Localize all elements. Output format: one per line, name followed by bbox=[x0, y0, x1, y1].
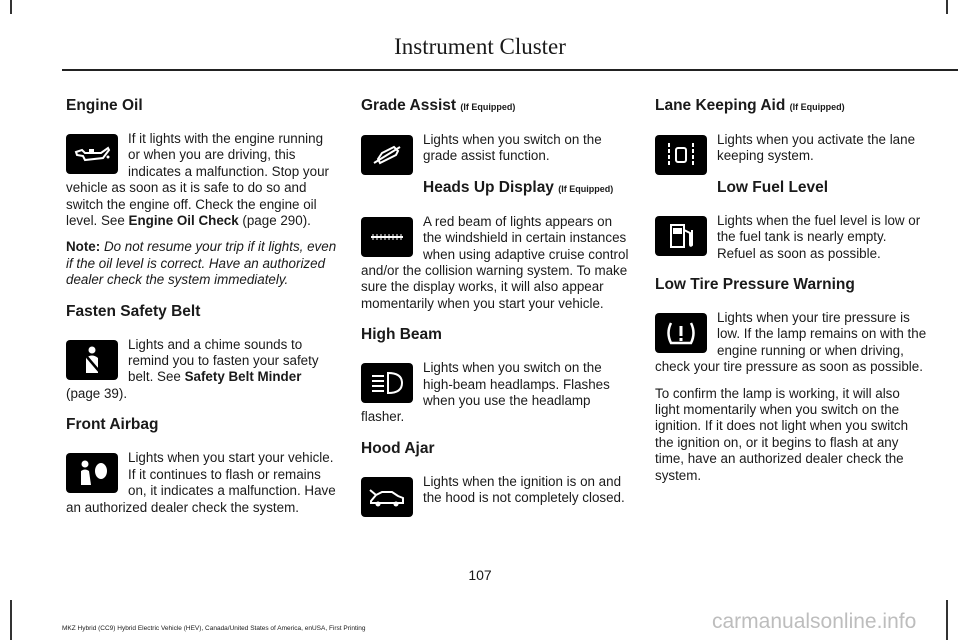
section-low-tire-pressure bbox=[655, 276, 927, 484]
body-text: Lights when you switch on the high-beam headlamps. Flashes when you use the headlamp flasher. bbox=[361, 360, 610, 425]
crop-mark bbox=[946, 0, 948, 14]
oil-can-icon bbox=[66, 134, 118, 174]
tire-pressure-icon bbox=[655, 313, 707, 353]
section-front-airbag bbox=[66, 416, 338, 516]
if-equipped-tag: (If Equipped) bbox=[789, 102, 845, 112]
section-title bbox=[361, 179, 633, 198]
link-safety-belt-minder[interactable]: Safety Belt Minder bbox=[184, 369, 302, 385]
grade-assist-icon bbox=[361, 135, 413, 175]
section-hood-ajar bbox=[361, 440, 633, 507]
section-grade-assist bbox=[361, 97, 633, 165]
note-label: Note: bbox=[66, 239, 101, 255]
body-text: Lights when you switch on the grade assist function. bbox=[423, 132, 602, 164]
note bbox=[66, 239, 338, 288]
body-text: Lights when the fuel level is low or the fuel tank is nearly empty. Refuel as soon as possible. bbox=[717, 212, 921, 261]
seatbelt-icon bbox=[66, 340, 118, 380]
section-title: Engine Oil bbox=[66, 97, 143, 114]
section-lane-keeping bbox=[655, 97, 927, 165]
fuel-pump-icon bbox=[655, 216, 707, 256]
watermark: carmanualsonline.info bbox=[712, 610, 917, 633]
if-equipped-tag: (If Equipped) bbox=[558, 183, 614, 194]
crop-mark bbox=[10, 600, 12, 640]
section-title: High Beam bbox=[361, 326, 442, 344]
title-text: Heads Up Display bbox=[423, 178, 554, 196]
body-text: Lights when the ignition is on and the hood is not completely closed. bbox=[423, 473, 625, 506]
body-text: A red beam of lights appears on the windshield in certain instances when using adaptive cruise control and/or the collision warning system. To make sure the display works, it will also appear momentarily when you start your vehicle. bbox=[361, 213, 629, 311]
print-line: MKZ Hybrid (CC9) Hybrid Electric Vehicle (HEV), Canada/United States of America, enUSA, First Printing bbox=[62, 625, 366, 632]
lane-keeping-icon bbox=[655, 135, 707, 175]
body-text: (page 290). bbox=[238, 213, 311, 229]
header-rule bbox=[62, 69, 958, 71]
column-1 bbox=[66, 97, 338, 530]
page-title: Instrument Cluster bbox=[394, 34, 566, 59]
section-hud bbox=[361, 179, 633, 312]
body-text: Lights and a chime sounds to remind you to fasten your safety belt. See bbox=[128, 336, 319, 385]
body-text: To confirm the lamp is working, it will also light momentarily when you switch on the ignition. If it does not light when you switch the ignition on, or it begins to flash at any time, have an authorized dealer check the system. bbox=[655, 385, 909, 483]
page-number: 107 bbox=[468, 567, 492, 583]
body-text: Lights when you start your vehicle. If it continues to flash or remains on, it indicates a malfunction. Have an authorized dealer check the system. bbox=[66, 450, 336, 515]
section-title bbox=[361, 97, 633, 116]
body-text: Lights when you activate the lane keeping system. bbox=[717, 132, 916, 164]
title-text: Lane Keeping Aid bbox=[655, 97, 786, 114]
crop-mark bbox=[10, 0, 12, 14]
section-title: Hood Ajar bbox=[361, 439, 435, 457]
column-3 bbox=[655, 97, 927, 498]
section-title bbox=[655, 97, 927, 116]
section-low-fuel bbox=[655, 179, 927, 262]
section-title: Fasten Safety Belt bbox=[66, 302, 201, 320]
heads-up-display-icon bbox=[361, 217, 413, 257]
body-text: Lights when your tire pressure is low. If the lamp remains on with the engine running or when driving, check your tire pressure as soon as possible. bbox=[655, 310, 927, 375]
section-title: Low Tire Pressure Warning bbox=[655, 276, 855, 294]
body-text: (page 39). bbox=[66, 385, 128, 401]
column-2 bbox=[361, 97, 633, 521]
section-title: Front Airbag bbox=[66, 416, 159, 434]
hood-ajar-icon bbox=[361, 477, 413, 517]
section-high-beam bbox=[361, 326, 633, 426]
note-text: Do not resume your trip if it lights, even if the oil level is correct. Have an authorized dealer check the system immediately. bbox=[66, 239, 337, 288]
high-beam-icon bbox=[361, 363, 413, 403]
section-safety-belt bbox=[66, 303, 338, 403]
link-engine-oil-check[interactable]: Engine Oil Check bbox=[128, 213, 239, 229]
crop-mark bbox=[946, 600, 948, 640]
body-text: If it lights with the engine running or when you are driving, this indicates a malfunction. Stop your vehicle as soon as it is safe to do so and switch the engine off. Check the engine oil level. See bbox=[66, 131, 329, 229]
if-equipped-tag: (If Equipped) bbox=[460, 102, 516, 112]
section-title: Low Fuel Level bbox=[717, 178, 829, 196]
section-engine-oil bbox=[66, 97, 338, 289]
title-text: Grade Assist bbox=[361, 97, 457, 114]
airbag-icon bbox=[66, 453, 118, 493]
